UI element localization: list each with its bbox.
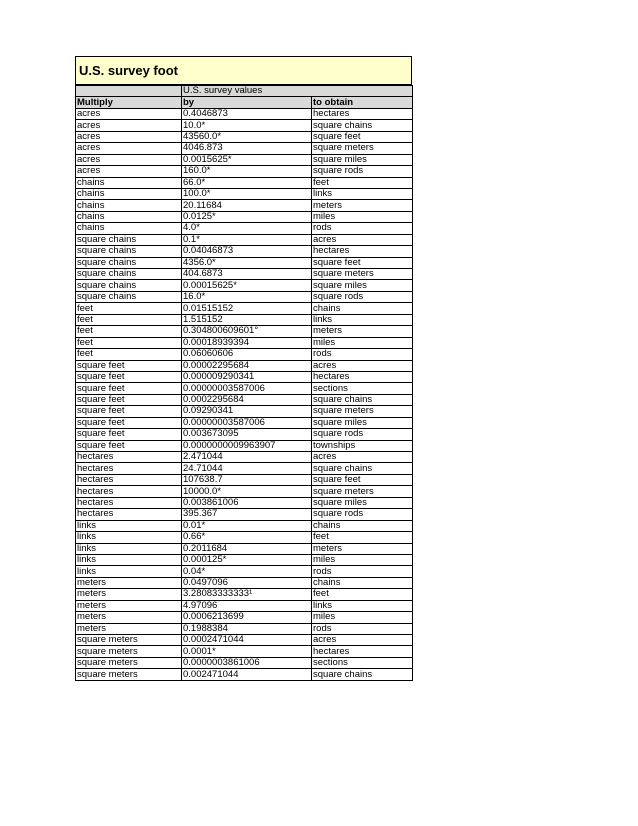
- result-cell: links: [312, 188, 413, 199]
- result-cell: miles: [312, 211, 413, 222]
- column-header-to-obtain: to obtain: [312, 97, 413, 108]
- result-cell: miles: [312, 612, 413, 623]
- factor-cell: 0.0000000009963907: [182, 440, 312, 451]
- result-cell: hectares: [312, 108, 413, 119]
- multiply-cell: square feet: [76, 371, 182, 382]
- multiply-cell: chains: [76, 200, 182, 211]
- group-header-spacer: [76, 86, 182, 97]
- table-body: [76, 108, 413, 680]
- factor-cell: 0.002471044: [182, 669, 312, 680]
- multiply-cell: square meters: [76, 669, 182, 680]
- table-row: [76, 349, 413, 360]
- table-row: [76, 532, 413, 543]
- multiply-cell: square meters: [76, 646, 182, 657]
- multiply-cell: square chains: [76, 257, 182, 268]
- multiply-cell: chains: [76, 188, 182, 199]
- table-row: [76, 280, 413, 291]
- table-row: [76, 200, 413, 211]
- multiply-cell: square feet: [76, 417, 182, 428]
- result-cell: square miles: [312, 497, 413, 508]
- table-row: [76, 600, 413, 611]
- table-row: [76, 223, 413, 234]
- table-row: [76, 314, 413, 325]
- column-header-by: by: [182, 97, 312, 108]
- result-cell: rods: [312, 223, 413, 234]
- multiply-cell: acres: [76, 143, 182, 154]
- multiply-cell: feet: [76, 337, 182, 348]
- multiply-cell: square feet: [76, 429, 182, 440]
- group-header-label: U.S. survey values: [182, 86, 413, 97]
- multiply-cell: meters: [76, 612, 182, 623]
- multiply-cell: feet: [76, 314, 182, 325]
- table-row: [76, 246, 413, 257]
- group-header-row: [76, 86, 413, 97]
- table-row: [76, 509, 413, 520]
- result-cell: square chains: [312, 463, 413, 474]
- result-cell: chains: [312, 303, 413, 314]
- multiply-cell: feet: [76, 349, 182, 360]
- result-cell: hectares: [312, 646, 413, 657]
- result-cell: square feet: [312, 257, 413, 268]
- factor-cell: 0.66*: [182, 532, 312, 543]
- multiply-cell: links: [76, 520, 182, 531]
- result-cell: meters: [312, 326, 413, 337]
- factor-cell: 10.0*: [182, 120, 312, 131]
- factor-cell: 0.00002295684: [182, 360, 312, 371]
- table-row: [76, 463, 413, 474]
- table-row: [76, 669, 413, 680]
- result-cell: acres: [312, 234, 413, 245]
- multiply-cell: square meters: [76, 635, 182, 646]
- result-cell: square feet: [312, 474, 413, 485]
- table-row: [76, 554, 413, 565]
- multiply-cell: meters: [76, 600, 182, 611]
- result-cell: rods: [312, 349, 413, 360]
- table-row: [76, 383, 413, 394]
- multiply-cell: hectares: [76, 486, 182, 497]
- result-cell: chains: [312, 577, 413, 588]
- table-row: [76, 131, 413, 142]
- factor-cell: 0.0497096: [182, 577, 312, 588]
- result-cell: square meters: [312, 143, 413, 154]
- table-row: [76, 211, 413, 222]
- factor-cell: 0.09290341: [182, 406, 312, 417]
- table-row: [76, 474, 413, 485]
- factor-cell: 0.04*: [182, 566, 312, 577]
- table-row: [76, 417, 413, 428]
- column-header-multiply: Multiply: [76, 97, 182, 108]
- table-row: [76, 394, 413, 405]
- factor-cell: 66.0*: [182, 177, 312, 188]
- factor-cell: 107638.7: [182, 474, 312, 485]
- factor-cell: 0.0125*: [182, 211, 312, 222]
- result-cell: townships: [312, 440, 413, 451]
- factor-cell: 0.1*: [182, 234, 312, 245]
- table-row: [76, 657, 413, 668]
- factor-cell: 0.003673095: [182, 429, 312, 440]
- table-row: [76, 486, 413, 497]
- multiply-cell: links: [76, 532, 182, 543]
- conversion-table: [75, 85, 413, 681]
- factor-cell: 0.01*: [182, 520, 312, 531]
- table-row: [76, 326, 413, 337]
- table-row: [76, 566, 413, 577]
- multiply-cell: chains: [76, 211, 182, 222]
- result-cell: meters: [312, 200, 413, 211]
- multiply-cell: hectares: [76, 474, 182, 485]
- factor-cell: 16.0*: [182, 291, 312, 302]
- factor-cell: 100.0*: [182, 188, 312, 199]
- multiply-cell: acres: [76, 166, 182, 177]
- result-cell: square chains: [312, 394, 413, 405]
- result-cell: square miles: [312, 280, 413, 291]
- factor-cell: 0.0001*: [182, 646, 312, 657]
- multiply-cell: meters: [76, 589, 182, 600]
- multiply-cell: chains: [76, 177, 182, 188]
- result-cell: feet: [312, 589, 413, 600]
- table-row: [76, 291, 413, 302]
- table-row: [76, 635, 413, 646]
- result-cell: square chains: [312, 669, 413, 680]
- factor-cell: 160.0*: [182, 166, 312, 177]
- result-cell: rods: [312, 566, 413, 577]
- table-row: [76, 188, 413, 199]
- factor-cell: 43560.0*: [182, 131, 312, 142]
- factor-cell: 404.6873: [182, 269, 312, 280]
- table-row: [76, 452, 413, 463]
- factor-cell: 0.0015625*: [182, 154, 312, 165]
- factor-cell: 0.00015625*: [182, 280, 312, 291]
- result-cell: links: [312, 314, 413, 325]
- result-cell: square miles: [312, 417, 413, 428]
- multiply-cell: square chains: [76, 291, 182, 302]
- factor-cell: 0.0000003861006: [182, 657, 312, 668]
- table-row: [76, 612, 413, 623]
- multiply-cell: chains: [76, 223, 182, 234]
- result-cell: acres: [312, 360, 413, 371]
- factor-cell: 0.2011684: [182, 543, 312, 554]
- multiply-cell: meters: [76, 623, 182, 634]
- multiply-cell: feet: [76, 326, 182, 337]
- multiply-cell: links: [76, 554, 182, 565]
- factor-cell: 0.04046873: [182, 246, 312, 257]
- factor-cell: 1.515152: [182, 314, 312, 325]
- table-row: [76, 108, 413, 119]
- result-cell: square chains: [312, 120, 413, 131]
- table-row: [76, 234, 413, 245]
- multiply-cell: square chains: [76, 269, 182, 280]
- table-row: [76, 543, 413, 554]
- result-cell: square meters: [312, 269, 413, 280]
- result-cell: chains: [312, 520, 413, 531]
- multiply-cell: meters: [76, 577, 182, 588]
- table-row: [76, 143, 413, 154]
- conversion-sheet: [75, 56, 412, 681]
- result-cell: square meters: [312, 486, 413, 497]
- result-cell: meters: [312, 543, 413, 554]
- factor-cell: 0.06060606: [182, 349, 312, 360]
- factor-cell: 0.304800609601°: [182, 326, 312, 337]
- multiply-cell: square chains: [76, 280, 182, 291]
- result-cell: square feet: [312, 131, 413, 142]
- sheet-title: U.S. survey foot: [75, 56, 412, 85]
- table-row: [76, 577, 413, 588]
- table-row: [76, 337, 413, 348]
- result-cell: sections: [312, 383, 413, 394]
- table-row: [76, 120, 413, 131]
- table-row: [76, 303, 413, 314]
- table-row: [76, 646, 413, 657]
- multiply-cell: acres: [76, 108, 182, 119]
- result-cell: square meters: [312, 406, 413, 417]
- multiply-cell: acres: [76, 154, 182, 165]
- result-cell: square rods: [312, 429, 413, 440]
- multiply-cell: hectares: [76, 463, 182, 474]
- result-cell: links: [312, 600, 413, 611]
- table-row: [76, 429, 413, 440]
- result-cell: miles: [312, 554, 413, 565]
- multiply-cell: square feet: [76, 360, 182, 371]
- result-cell: feet: [312, 532, 413, 543]
- factor-cell: 0.003861006: [182, 497, 312, 508]
- factor-cell: 4.0*: [182, 223, 312, 234]
- factor-cell: 10000.0*: [182, 486, 312, 497]
- result-cell: square miles: [312, 154, 413, 165]
- factor-cell: 2.471044: [182, 452, 312, 463]
- factor-cell: 0.000125*: [182, 554, 312, 565]
- multiply-cell: hectares: [76, 497, 182, 508]
- table-row: [76, 406, 413, 417]
- result-cell: miles: [312, 337, 413, 348]
- factor-cell: 0.0006213699: [182, 612, 312, 623]
- factor-cell: 395.367: [182, 509, 312, 520]
- table-row: [76, 520, 413, 531]
- table-row: [76, 371, 413, 382]
- multiply-cell: square chains: [76, 234, 182, 245]
- multiply-cell: square feet: [76, 394, 182, 405]
- multiply-cell: square chains: [76, 246, 182, 257]
- multiply-cell: square feet: [76, 406, 182, 417]
- result-cell: acres: [312, 635, 413, 646]
- multiply-cell: square feet: [76, 383, 182, 394]
- result-cell: square rods: [312, 291, 413, 302]
- table-row: [76, 589, 413, 600]
- multiply-cell: feet: [76, 303, 182, 314]
- result-cell: sections: [312, 657, 413, 668]
- factor-cell: 4.97096: [182, 600, 312, 611]
- multiply-cell: acres: [76, 131, 182, 142]
- factor-cell: 0.00018939394: [182, 337, 312, 348]
- result-cell: square rods: [312, 166, 413, 177]
- table-row: [76, 497, 413, 508]
- factor-cell: 3.28083333333¹: [182, 589, 312, 600]
- multiply-cell: links: [76, 566, 182, 577]
- result-cell: hectares: [312, 371, 413, 382]
- factor-cell: 0.00000003587006: [182, 417, 312, 428]
- factor-cell: 0.01515152: [182, 303, 312, 314]
- table-row: [76, 177, 413, 188]
- table-row: [76, 440, 413, 451]
- table-row: [76, 257, 413, 268]
- result-cell: feet: [312, 177, 413, 188]
- result-cell: rods: [312, 623, 413, 634]
- table-row: [76, 269, 413, 280]
- result-cell: square rods: [312, 509, 413, 520]
- factor-cell: 20.11684: [182, 200, 312, 211]
- multiply-cell: hectares: [76, 509, 182, 520]
- multiply-cell: square meters: [76, 657, 182, 668]
- table-row: [76, 360, 413, 371]
- result-cell: hectares: [312, 246, 413, 257]
- factor-cell: 4356.0*: [182, 257, 312, 268]
- table-row: [76, 154, 413, 165]
- multiply-cell: hectares: [76, 452, 182, 463]
- column-header-row: [76, 97, 413, 108]
- factor-cell: 0.0002471044: [182, 635, 312, 646]
- factor-cell: 0.1988384: [182, 623, 312, 634]
- factor-cell: 0.4046873: [182, 108, 312, 119]
- factor-cell: 0.000009290341: [182, 371, 312, 382]
- factor-cell: 4046.873: [182, 143, 312, 154]
- multiply-cell: acres: [76, 120, 182, 131]
- table-row: [76, 166, 413, 177]
- table-row: [76, 623, 413, 634]
- factor-cell: 0.00000003587006: [182, 383, 312, 394]
- multiply-cell: square feet: [76, 440, 182, 451]
- result-cell: acres: [312, 452, 413, 463]
- multiply-cell: links: [76, 543, 182, 554]
- factor-cell: 24.71044: [182, 463, 312, 474]
- factor-cell: 0.0002295684: [182, 394, 312, 405]
